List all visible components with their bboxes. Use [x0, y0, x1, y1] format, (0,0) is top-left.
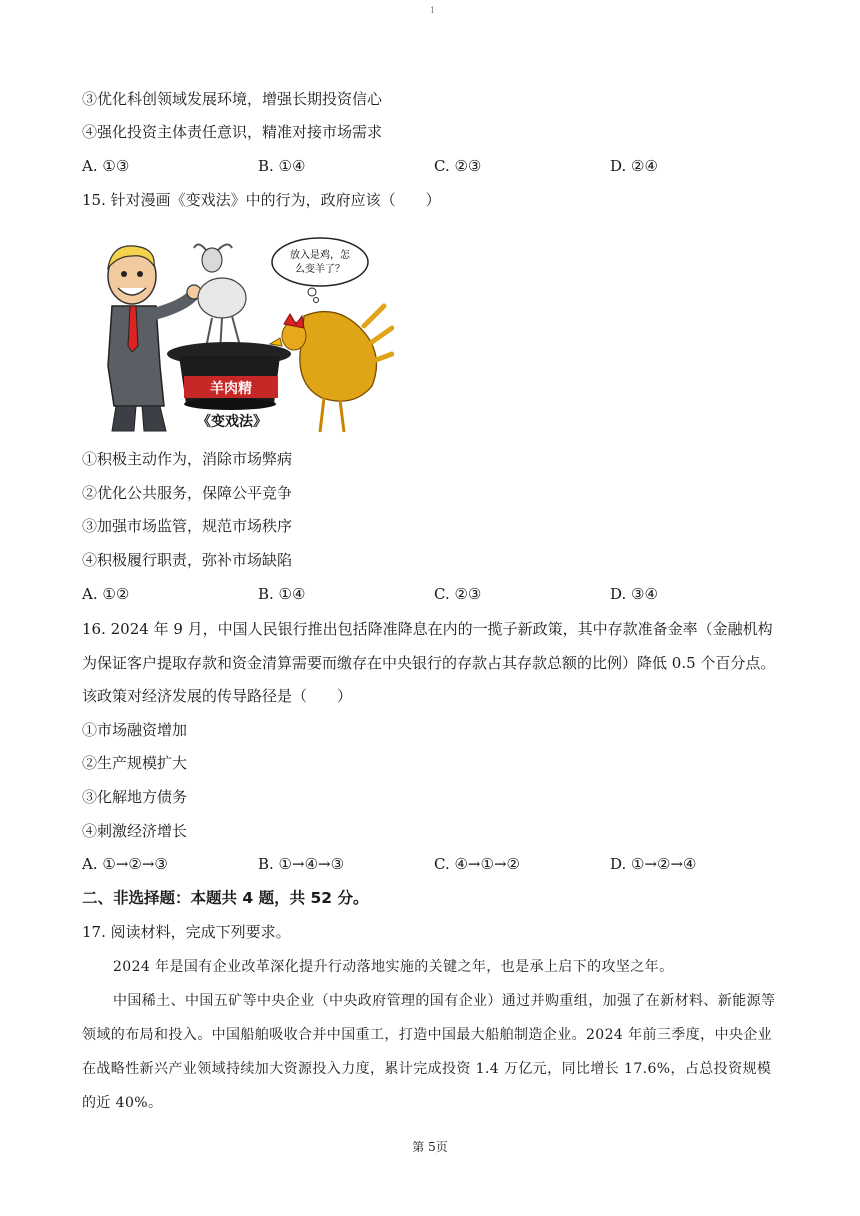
- q14-option-d: D. ②④: [610, 157, 658, 175]
- q17-material-paragraph-2: 中国稀土、中国五矿等中央企业（中央政府管理的国有企业）通过并购重组，加强了在新材料、新能源等领域的布局和投入。中国船舶吸收合并中国重工，打造中国最大船舶制造企业。2024 年前三季度，中央企业在战略性新兴产业领域持续加大资源投入力度，累计完成投资 1.4 万亿元，同比增长 17.6%，占总投资规模的近 40%。: [82, 993, 776, 1111]
- page-number: 第 5页: [412, 1140, 448, 1154]
- q15-option-a: A. ①②: [82, 585, 130, 603]
- magic-hat: [167, 342, 291, 410]
- q15-statement-4: ④积极履行职责，弥补市场缺陷: [82, 551, 293, 569]
- q16-stem: 16. 2024 年 9 月，中国人民银行推出包括降准降息在内的一揽子新政策，其中存款准备金率（金融机构为保证客户提取存款和资金清算需要而缴存在中央银行的存款占其存款总额的比例）降低 0.5 个百分点。该政策对经济发展的传导路径是（ ）: [82, 620, 776, 705]
- q17-material-paragraph-1: 2024 年是国有企业改革深化提升行动落地实施的关键之年，也是承上启下的攻坚之年。: [113, 959, 674, 975]
- page-mark: 1: [430, 6, 436, 15]
- q14-option-c: C. ②③: [434, 157, 482, 175]
- q16-option-b: B. ①→④→③: [258, 855, 345, 873]
- q16-statement-1: ①市场融资增加: [82, 721, 188, 739]
- bubble-text-2: 么变羊了？: [295, 264, 345, 275]
- q15-statement-2: ②优化公共服务，保障公平竞争: [82, 484, 293, 502]
- q15-option-c: C. ②③: [434, 585, 482, 603]
- speech-bubble: [272, 238, 368, 303]
- goat-figure: [194, 244, 246, 352]
- q15-option-b: B. ①④: [258, 585, 306, 603]
- q16-statement-2: ②生产规模扩大: [82, 754, 188, 772]
- rooster-figure: [270, 306, 392, 432]
- bubble-text-1: 放入是鸡，怎: [290, 250, 350, 261]
- q14-statement-4: ④强化投资主体责任意识，精准对接市场需求: [82, 123, 383, 141]
- q14-option-b: B. ①④: [258, 157, 306, 175]
- hat-label: 羊肉精: [210, 381, 252, 397]
- q15-stem: 15. 针对漫画《变戏法》中的行为，政府应该（ ）: [82, 191, 441, 209]
- q14-option-a: A. ①③: [82, 157, 130, 175]
- cartoon-caption: 《变戏法》: [197, 414, 267, 430]
- q16-option-c: C. ④→①→②: [434, 855, 520, 873]
- q14-statement-3: ③优化科创领域发展环境，增强长期投资信心: [82, 90, 383, 108]
- q15-statement-3: ③加强市场监管，规范市场秩序: [82, 517, 293, 535]
- q15-option-d: D. ③④: [610, 585, 658, 603]
- q16-statement-4: ④刺激经济增长: [82, 822, 188, 840]
- q16-option-d: D. ①→②→④: [610, 855, 697, 873]
- q16-statement-3: ③化解地方债务: [82, 788, 188, 806]
- q17-stem: 17. 阅读材料，完成下列要求。: [82, 923, 291, 941]
- cartoon-illustration: [94, 236, 394, 436]
- section-2-heading: 二、非选择题：本题共 4 题，共 52 分。: [82, 889, 369, 907]
- q16-option-a: A. ①→②→③: [82, 855, 168, 873]
- q15-statement-1: ①积极主动作为，消除市场弊病: [82, 450, 293, 468]
